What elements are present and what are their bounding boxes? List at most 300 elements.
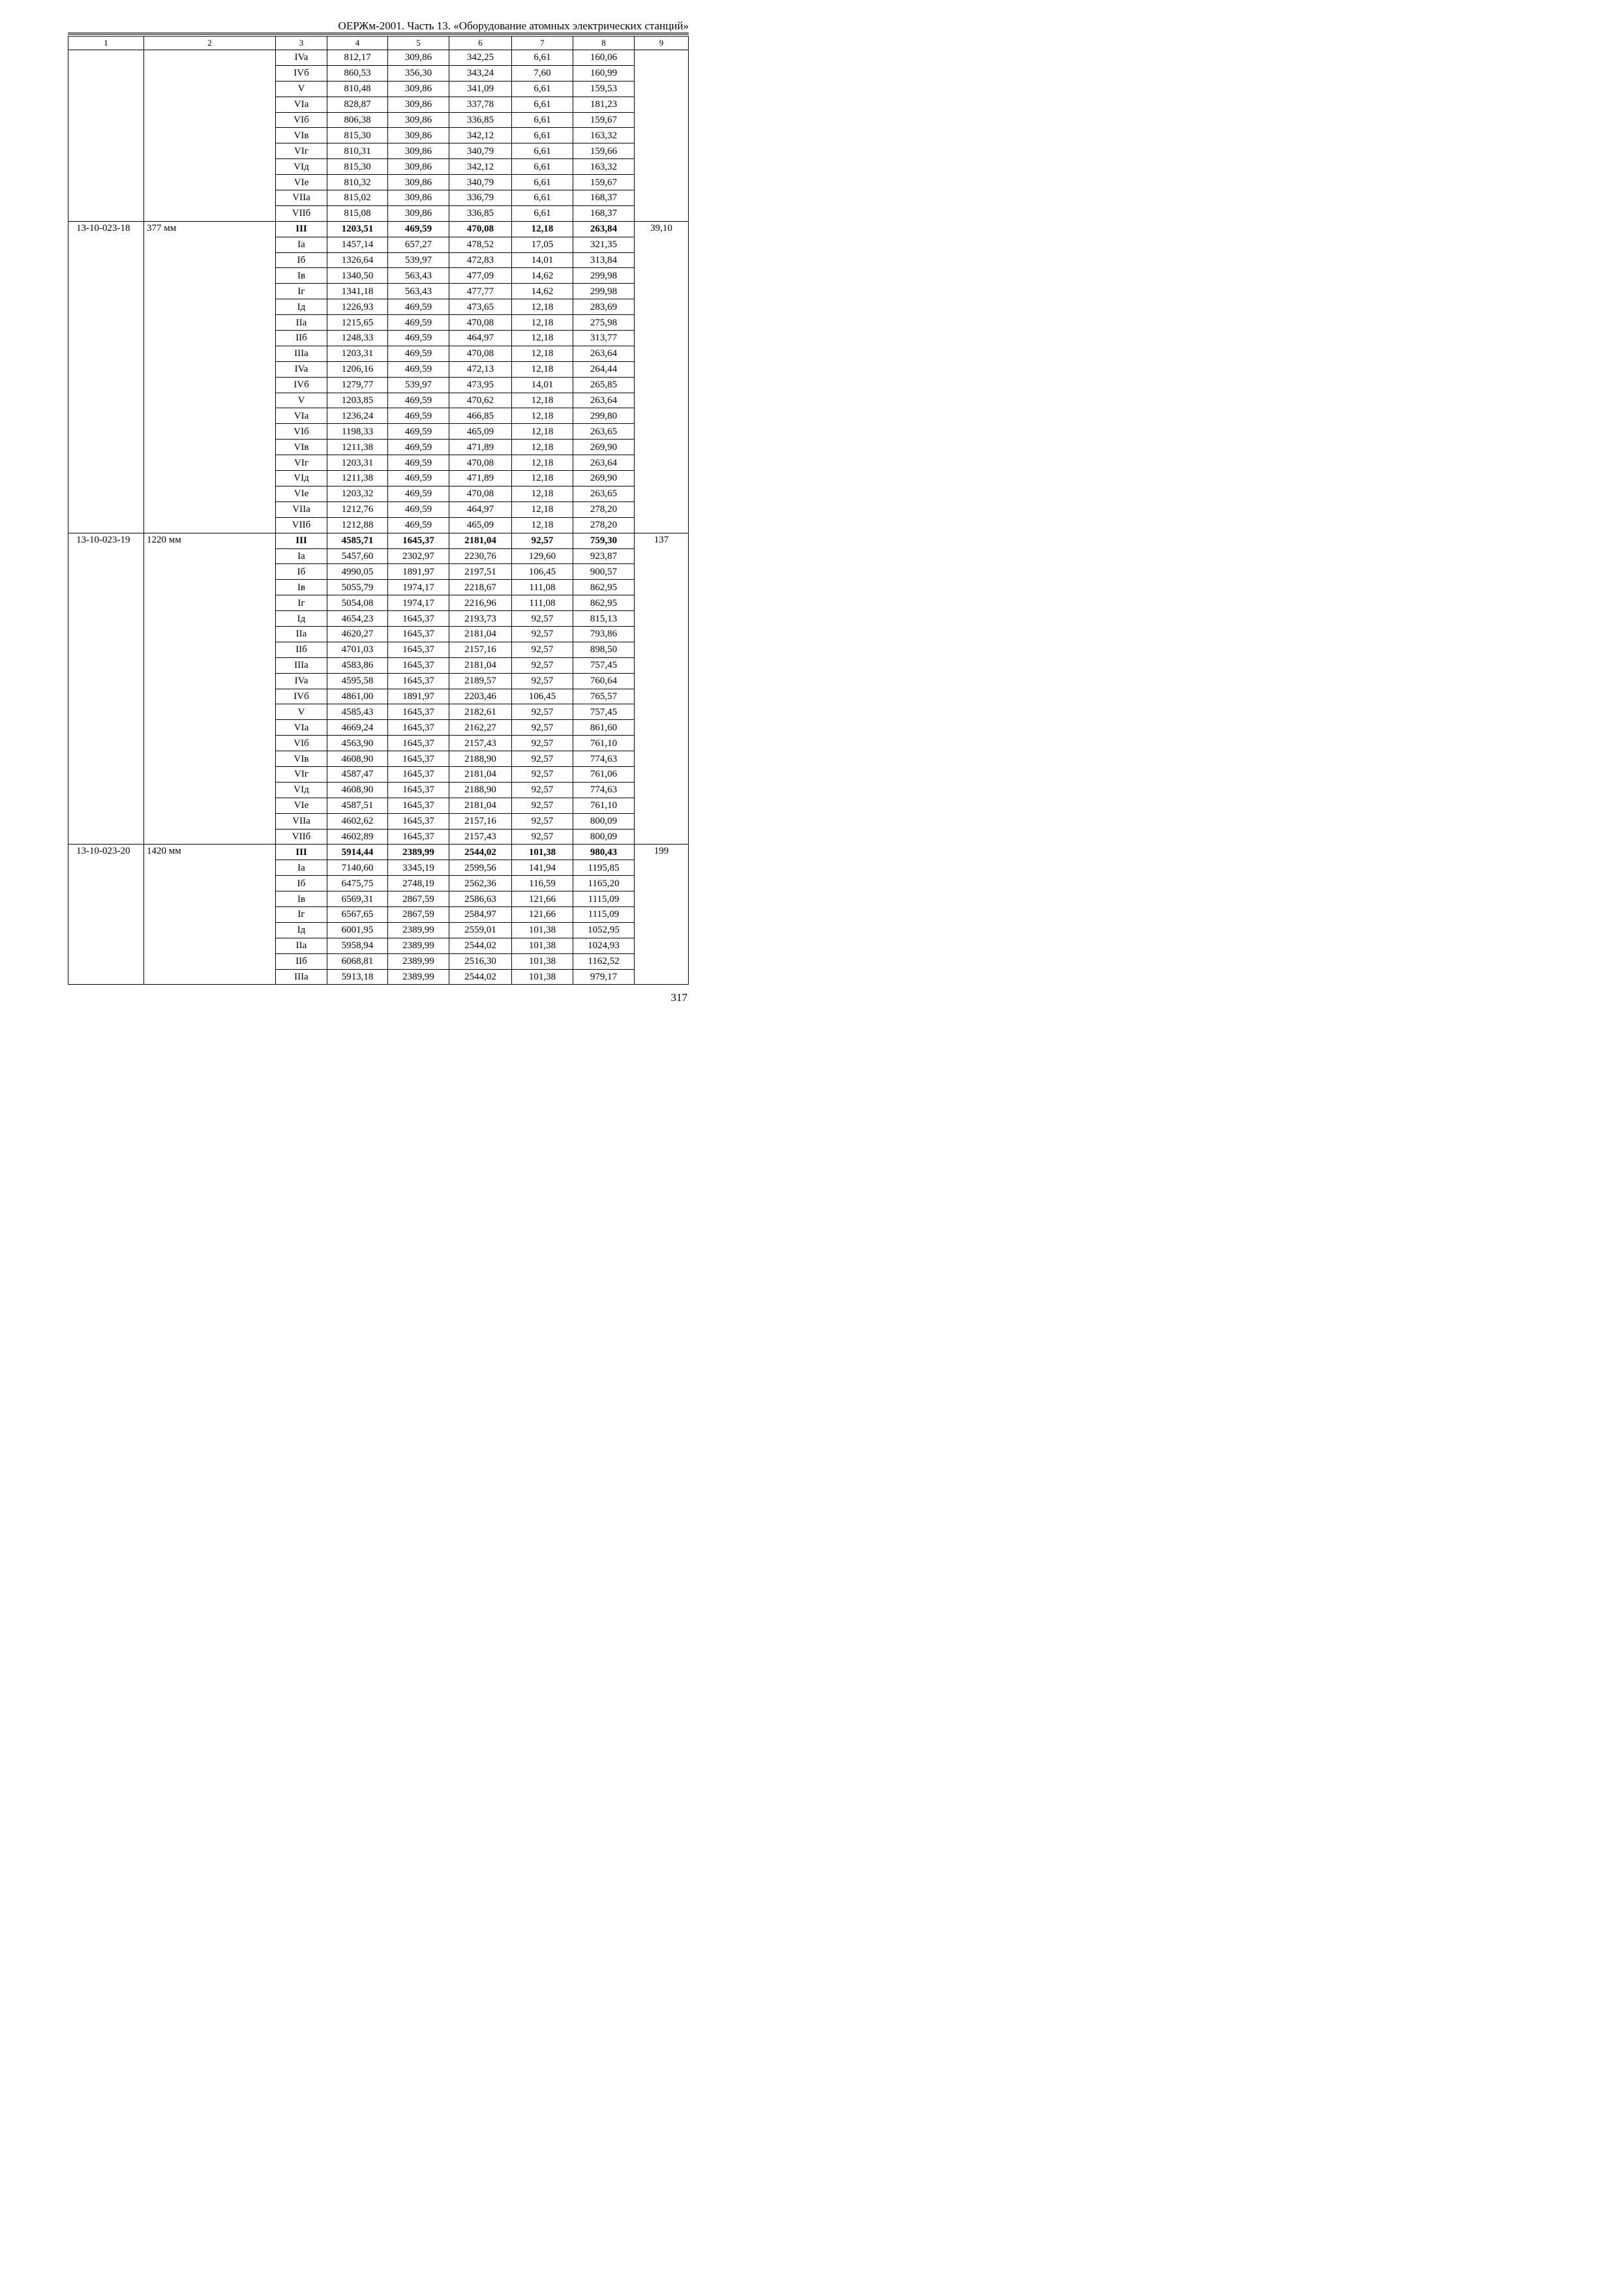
value-cell: 341,09 xyxy=(449,81,512,97)
value-cell: 1645,37 xyxy=(388,766,449,782)
value-cell: 2197,51 xyxy=(449,564,512,580)
value-cell: 469,59 xyxy=(388,486,449,501)
value-cell: 356,30 xyxy=(388,65,449,81)
zone-cell: Iд xyxy=(276,611,327,627)
size-cell: 1220 мм xyxy=(144,533,276,845)
zone-cell: IIб xyxy=(276,642,327,657)
value-cell: 6,61 xyxy=(512,190,573,206)
value-cell: 2188,90 xyxy=(449,782,512,798)
value-cell: 101,38 xyxy=(512,922,573,938)
zone-cell: VIд xyxy=(276,471,327,486)
value-cell: 1645,37 xyxy=(388,642,449,657)
value-cell: 657,27 xyxy=(388,237,449,252)
value-cell: 469,59 xyxy=(388,471,449,486)
zone-cell: VIд xyxy=(276,159,327,175)
value-cell: 1248,33 xyxy=(327,331,388,346)
value-cell: 810,31 xyxy=(327,143,388,159)
running-header: ОЕРЖм-2001. Часть 13. «Оборудование атомных электрических станций» xyxy=(338,20,689,32)
rates-table xyxy=(68,36,689,985)
value-cell: 263,64 xyxy=(573,346,635,361)
value-cell: 563,43 xyxy=(388,284,449,299)
value-cell: 1212,88 xyxy=(327,517,388,533)
zone-cell: IIa xyxy=(276,626,327,642)
value-cell: 761,10 xyxy=(573,736,635,751)
resource-code-cell: 13-10-023-20 xyxy=(68,845,144,985)
value-cell: 1115,09 xyxy=(573,906,635,922)
value-cell: 2562,36 xyxy=(449,876,512,891)
value-cell: 810,48 xyxy=(327,81,388,97)
value-cell: 469,59 xyxy=(388,361,449,377)
value-cell: 1052,95 xyxy=(573,922,635,938)
value-cell: 563,43 xyxy=(388,268,449,284)
value-cell: 299,98 xyxy=(573,268,635,284)
value-cell: 469,59 xyxy=(388,331,449,346)
value-cell: 469,59 xyxy=(388,299,449,315)
value-cell: 159,66 xyxy=(573,143,635,159)
value-cell: 812,17 xyxy=(327,50,388,66)
zone-cell: III xyxy=(276,533,327,548)
value-cell: 757,45 xyxy=(573,657,635,673)
value-cell: 470,08 xyxy=(449,455,512,471)
value-cell: 1645,37 xyxy=(388,736,449,751)
value-cell: 12,18 xyxy=(512,424,573,440)
column-number: 5 xyxy=(388,37,449,50)
column-number: 6 xyxy=(449,37,512,50)
value-cell: 1203,51 xyxy=(327,221,388,237)
value-cell: 2867,59 xyxy=(388,906,449,922)
value-cell: 12,18 xyxy=(512,501,573,517)
value-cell: 1203,32 xyxy=(327,486,388,501)
value-cell: 299,98 xyxy=(573,284,635,299)
column-number-row xyxy=(68,37,689,50)
value-cell: 309,86 xyxy=(388,112,449,128)
zone-cell: VIг xyxy=(276,455,327,471)
value-cell: 92,57 xyxy=(512,782,573,798)
value-cell: 309,86 xyxy=(388,81,449,97)
value-cell: 1645,37 xyxy=(388,704,449,720)
value-cell: 760,64 xyxy=(573,673,635,689)
value-cell: 299,80 xyxy=(573,408,635,424)
value-cell: 92,57 xyxy=(512,626,573,642)
value-cell: 810,32 xyxy=(327,175,388,190)
value-cell: 278,20 xyxy=(573,501,635,517)
value-cell: 2867,59 xyxy=(388,891,449,907)
zone-cell: IVa xyxy=(276,50,327,66)
value-cell: 12,18 xyxy=(512,221,573,237)
value-cell: 12,18 xyxy=(512,331,573,346)
value-cell: 539,97 xyxy=(388,252,449,268)
value-cell: 309,86 xyxy=(388,175,449,190)
value-cell: 757,45 xyxy=(573,704,635,720)
value-cell: 342,12 xyxy=(449,159,512,175)
zone-cell: IVa xyxy=(276,361,327,377)
zone-cell: VIе xyxy=(276,175,327,190)
zone-cell: V xyxy=(276,393,327,408)
zone-cell: IVб xyxy=(276,377,327,393)
value-cell: 2182,61 xyxy=(449,704,512,720)
value-cell: 2216,96 xyxy=(449,595,512,611)
value-cell: 283,69 xyxy=(573,299,635,315)
value-cell: 1645,37 xyxy=(388,720,449,736)
value-cell: 815,30 xyxy=(327,128,388,143)
value-cell: 92,57 xyxy=(512,642,573,657)
value-cell: 4669,24 xyxy=(327,720,388,736)
value-cell: 106,45 xyxy=(512,564,573,580)
zone-cell: III xyxy=(276,845,327,860)
value-cell: 860,53 xyxy=(327,65,388,81)
value-cell: 12,18 xyxy=(512,486,573,501)
value-cell: 14,62 xyxy=(512,268,573,284)
value-cell: 7140,60 xyxy=(327,860,388,876)
value-cell: 12,18 xyxy=(512,455,573,471)
value-cell: 309,86 xyxy=(388,190,449,206)
zone-cell: VIa xyxy=(276,408,327,424)
column-9-cell: 39,10 xyxy=(635,221,689,533)
value-cell: 473,65 xyxy=(449,299,512,315)
value-cell: 1645,37 xyxy=(388,533,449,548)
value-cell: 159,53 xyxy=(573,81,635,97)
value-cell: 1326,64 xyxy=(327,252,388,268)
value-cell: 2544,02 xyxy=(449,938,512,953)
zone-cell: Iг xyxy=(276,284,327,299)
zone-cell: IVa xyxy=(276,673,327,689)
value-cell: 263,65 xyxy=(573,424,635,440)
value-cell: 12,18 xyxy=(512,408,573,424)
value-cell: 6,61 xyxy=(512,112,573,128)
value-cell: 800,09 xyxy=(573,813,635,829)
value-cell: 1645,37 xyxy=(388,673,449,689)
value-cell: 2599,56 xyxy=(449,860,512,876)
zone-cell: V xyxy=(276,81,327,97)
value-cell: 2748,19 xyxy=(388,876,449,891)
value-cell: 828,87 xyxy=(327,97,388,112)
zone-cell: Ia xyxy=(276,548,327,564)
table-row xyxy=(68,50,689,66)
value-cell: 1203,85 xyxy=(327,393,388,408)
value-cell: 1115,09 xyxy=(573,891,635,907)
value-cell: 765,57 xyxy=(573,689,635,704)
value-cell: 313,84 xyxy=(573,252,635,268)
value-cell: 4990,05 xyxy=(327,564,388,580)
zone-cell: Iб xyxy=(276,564,327,580)
value-cell: 2181,04 xyxy=(449,798,512,813)
value-cell: 160,06 xyxy=(573,50,635,66)
value-cell: 1645,37 xyxy=(388,611,449,627)
value-cell: 163,32 xyxy=(573,128,635,143)
resource-code-cell: 13-10-023-19 xyxy=(68,533,144,845)
value-cell: 862,95 xyxy=(573,595,635,611)
value-cell: 4602,89 xyxy=(327,829,388,845)
value-cell: 2559,01 xyxy=(449,922,512,938)
value-cell: 263,84 xyxy=(573,221,635,237)
value-cell: 3345,19 xyxy=(388,860,449,876)
value-cell: 470,08 xyxy=(449,486,512,501)
value-cell: 470,08 xyxy=(449,315,512,331)
value-cell: 1340,50 xyxy=(327,268,388,284)
value-cell: 2162,27 xyxy=(449,720,512,736)
value-cell: 14,62 xyxy=(512,284,573,299)
value-cell: 898,50 xyxy=(573,642,635,657)
value-cell: 1974,17 xyxy=(388,580,449,595)
value-cell: 168,37 xyxy=(573,190,635,206)
value-cell: 473,95 xyxy=(449,377,512,393)
value-cell: 92,57 xyxy=(512,736,573,751)
value-cell: 806,38 xyxy=(327,112,388,128)
zone-cell: VIa xyxy=(276,97,327,112)
value-cell: 477,09 xyxy=(449,268,512,284)
value-cell: 6,61 xyxy=(512,159,573,175)
value-cell: 815,02 xyxy=(327,190,388,206)
value-cell: 141,94 xyxy=(512,860,573,876)
value-cell: 101,38 xyxy=(512,953,573,969)
value-cell: 815,08 xyxy=(327,205,388,221)
value-cell: 121,66 xyxy=(512,891,573,907)
value-cell: 101,38 xyxy=(512,938,573,953)
zone-cell: VIв xyxy=(276,440,327,455)
value-cell: 1203,31 xyxy=(327,346,388,361)
zone-cell: VIIa xyxy=(276,501,327,517)
value-cell: 4563,90 xyxy=(327,736,388,751)
table-row xyxy=(68,533,689,548)
value-cell: 6569,31 xyxy=(327,891,388,907)
zone-cell: Ia xyxy=(276,860,327,876)
value-cell: 4583,86 xyxy=(327,657,388,673)
value-cell: 1165,20 xyxy=(573,876,635,891)
table-row xyxy=(68,845,689,860)
zone-cell: Iг xyxy=(276,595,327,611)
zone-cell: VIб xyxy=(276,736,327,751)
value-cell: 1341,18 xyxy=(327,284,388,299)
value-cell: 12,18 xyxy=(512,440,573,455)
value-cell: 106,45 xyxy=(512,689,573,704)
value-cell: 1974,17 xyxy=(388,595,449,611)
value-cell: 129,60 xyxy=(512,548,573,564)
value-cell: 469,59 xyxy=(388,501,449,517)
zone-cell: Iб xyxy=(276,252,327,268)
value-cell: 181,23 xyxy=(573,97,635,112)
value-cell: 168,37 xyxy=(573,205,635,221)
value-cell: 2181,04 xyxy=(449,657,512,673)
value-cell: 12,18 xyxy=(512,346,573,361)
value-cell: 92,57 xyxy=(512,751,573,767)
value-cell: 1236,24 xyxy=(327,408,388,424)
value-cell: 14,01 xyxy=(512,252,573,268)
value-cell: 1203,31 xyxy=(327,455,388,471)
zone-cell: VIв xyxy=(276,128,327,143)
value-cell: 469,59 xyxy=(388,393,449,408)
value-cell: 6001,95 xyxy=(327,922,388,938)
value-cell: 2203,46 xyxy=(449,689,512,704)
zone-cell: VIIб xyxy=(276,205,327,221)
value-cell: 470,62 xyxy=(449,393,512,408)
zone-cell: III xyxy=(276,221,327,237)
value-cell: 1891,97 xyxy=(388,564,449,580)
value-cell: 2302,97 xyxy=(388,548,449,564)
value-cell: 269,90 xyxy=(573,440,635,455)
value-cell: 5054,08 xyxy=(327,595,388,611)
table-body xyxy=(68,37,689,985)
zone-cell: Iг xyxy=(276,906,327,922)
value-cell: 2389,99 xyxy=(388,845,449,860)
value-cell: 761,06 xyxy=(573,766,635,782)
value-cell: 2389,99 xyxy=(388,938,449,953)
value-cell: 800,09 xyxy=(573,829,635,845)
value-cell: 2181,04 xyxy=(449,766,512,782)
value-cell: 12,18 xyxy=(512,299,573,315)
value-cell: 2157,16 xyxy=(449,813,512,829)
value-cell: 6,61 xyxy=(512,97,573,112)
value-cell: 309,86 xyxy=(388,97,449,112)
value-cell: 2544,02 xyxy=(449,969,512,985)
value-cell: 2516,30 xyxy=(449,953,512,969)
size-cell: 1420 мм xyxy=(144,845,276,985)
zone-cell: VIе xyxy=(276,798,327,813)
value-cell: 469,59 xyxy=(388,408,449,424)
value-cell: 159,67 xyxy=(573,175,635,190)
zone-cell: Iв xyxy=(276,580,327,595)
value-cell: 478,52 xyxy=(449,237,512,252)
value-cell: 6,61 xyxy=(512,143,573,159)
zone-cell: VIб xyxy=(276,112,327,128)
value-cell: 465,09 xyxy=(449,424,512,440)
value-cell: 321,35 xyxy=(573,237,635,252)
value-cell: 6,61 xyxy=(512,175,573,190)
value-cell: 477,77 xyxy=(449,284,512,299)
value-cell: 469,59 xyxy=(388,455,449,471)
value-cell: 2157,43 xyxy=(449,736,512,751)
value-cell: 6,61 xyxy=(512,81,573,97)
value-cell: 469,59 xyxy=(388,424,449,440)
value-cell: 2389,99 xyxy=(388,969,449,985)
value-cell: 12,18 xyxy=(512,471,573,486)
zone-cell: VIб xyxy=(276,424,327,440)
value-cell: 471,89 xyxy=(449,471,512,486)
value-cell: 471,89 xyxy=(449,440,512,455)
value-cell: 1212,76 xyxy=(327,501,388,517)
value-cell: 469,59 xyxy=(388,315,449,331)
value-cell: 336,85 xyxy=(449,112,512,128)
value-cell: 309,86 xyxy=(388,143,449,159)
value-cell: 5914,44 xyxy=(327,845,388,860)
value-cell: 6567,65 xyxy=(327,906,388,922)
zone-cell: IIIa xyxy=(276,346,327,361)
value-cell: 472,83 xyxy=(449,252,512,268)
value-cell: 862,95 xyxy=(573,580,635,595)
value-cell: 111,08 xyxy=(512,595,573,611)
value-cell: 337,78 xyxy=(449,97,512,112)
value-cell: 5958,94 xyxy=(327,938,388,953)
value-cell: 4654,23 xyxy=(327,611,388,627)
value-cell: 4585,43 xyxy=(327,704,388,720)
value-cell: 1211,38 xyxy=(327,471,388,486)
zone-cell: IIб xyxy=(276,953,327,969)
value-cell: 92,57 xyxy=(512,704,573,720)
value-cell: 17,05 xyxy=(512,237,573,252)
value-cell: 1645,37 xyxy=(388,657,449,673)
zone-cell: Iв xyxy=(276,891,327,907)
value-cell: 160,99 xyxy=(573,65,635,81)
value-cell: 1645,37 xyxy=(388,626,449,642)
value-cell: 4602,62 xyxy=(327,813,388,829)
value-cell: 92,57 xyxy=(512,673,573,689)
table-row xyxy=(68,221,689,237)
zone-cell: VIIa xyxy=(276,813,327,829)
value-cell: 12,18 xyxy=(512,361,573,377)
value-cell: 2584,97 xyxy=(449,906,512,922)
column-number: 4 xyxy=(327,37,388,50)
value-cell: 2586,63 xyxy=(449,891,512,907)
zone-cell: Ia xyxy=(276,237,327,252)
column-number: 9 xyxy=(635,37,689,50)
value-cell: 340,79 xyxy=(449,143,512,159)
value-cell: 2193,73 xyxy=(449,611,512,627)
value-cell: 900,57 xyxy=(573,564,635,580)
value-cell: 4608,90 xyxy=(327,751,388,767)
value-cell: 92,57 xyxy=(512,813,573,829)
value-cell: 313,77 xyxy=(573,331,635,346)
value-cell: 2218,67 xyxy=(449,580,512,595)
zone-cell: IIa xyxy=(276,938,327,953)
column-number: 7 xyxy=(512,37,573,50)
column-9-cell: 199 xyxy=(635,845,689,985)
value-cell: 92,57 xyxy=(512,657,573,673)
value-cell: 263,64 xyxy=(573,455,635,471)
zone-cell: IIб xyxy=(276,331,327,346)
value-cell: 2181,04 xyxy=(449,626,512,642)
column-number: 1 xyxy=(68,37,144,50)
value-cell: 4608,90 xyxy=(327,782,388,798)
value-cell: 815,13 xyxy=(573,611,635,627)
value-cell: 263,65 xyxy=(573,486,635,501)
zone-cell: IIIa xyxy=(276,969,327,985)
zone-cell: Iд xyxy=(276,922,327,938)
value-cell: 539,97 xyxy=(388,377,449,393)
value-cell: 342,12 xyxy=(449,128,512,143)
value-cell: 465,09 xyxy=(449,517,512,533)
value-cell: 12,18 xyxy=(512,393,573,408)
zone-cell: IVб xyxy=(276,689,327,704)
column-9-cell: 137 xyxy=(635,533,689,845)
zone-cell: VIIб xyxy=(276,829,327,845)
value-cell: 309,86 xyxy=(388,159,449,175)
value-cell: 1215,65 xyxy=(327,315,388,331)
value-cell: 4587,47 xyxy=(327,766,388,782)
value-cell: 472,13 xyxy=(449,361,512,377)
value-cell: 263,64 xyxy=(573,393,635,408)
value-cell: 861,60 xyxy=(573,720,635,736)
value-cell: 12,18 xyxy=(512,517,573,533)
value-cell: 6,61 xyxy=(512,205,573,221)
zone-cell: VIIa xyxy=(276,190,327,206)
value-cell: 464,97 xyxy=(449,331,512,346)
value-cell: 1645,37 xyxy=(388,813,449,829)
value-cell: 92,57 xyxy=(512,766,573,782)
value-cell: 2157,16 xyxy=(449,642,512,657)
zone-cell: IVб xyxy=(276,65,327,81)
value-cell: 1279,77 xyxy=(327,377,388,393)
value-cell: 275,98 xyxy=(573,315,635,331)
value-cell: 774,63 xyxy=(573,782,635,798)
zone-cell: VIе xyxy=(276,486,327,501)
value-cell: 343,24 xyxy=(449,65,512,81)
size-cell xyxy=(144,50,276,222)
value-cell: 342,25 xyxy=(449,50,512,66)
value-cell: 1457,14 xyxy=(327,237,388,252)
value-cell: 4701,03 xyxy=(327,642,388,657)
value-cell: 774,63 xyxy=(573,751,635,767)
value-cell: 469,59 xyxy=(388,440,449,455)
resource-code-cell xyxy=(68,50,144,222)
